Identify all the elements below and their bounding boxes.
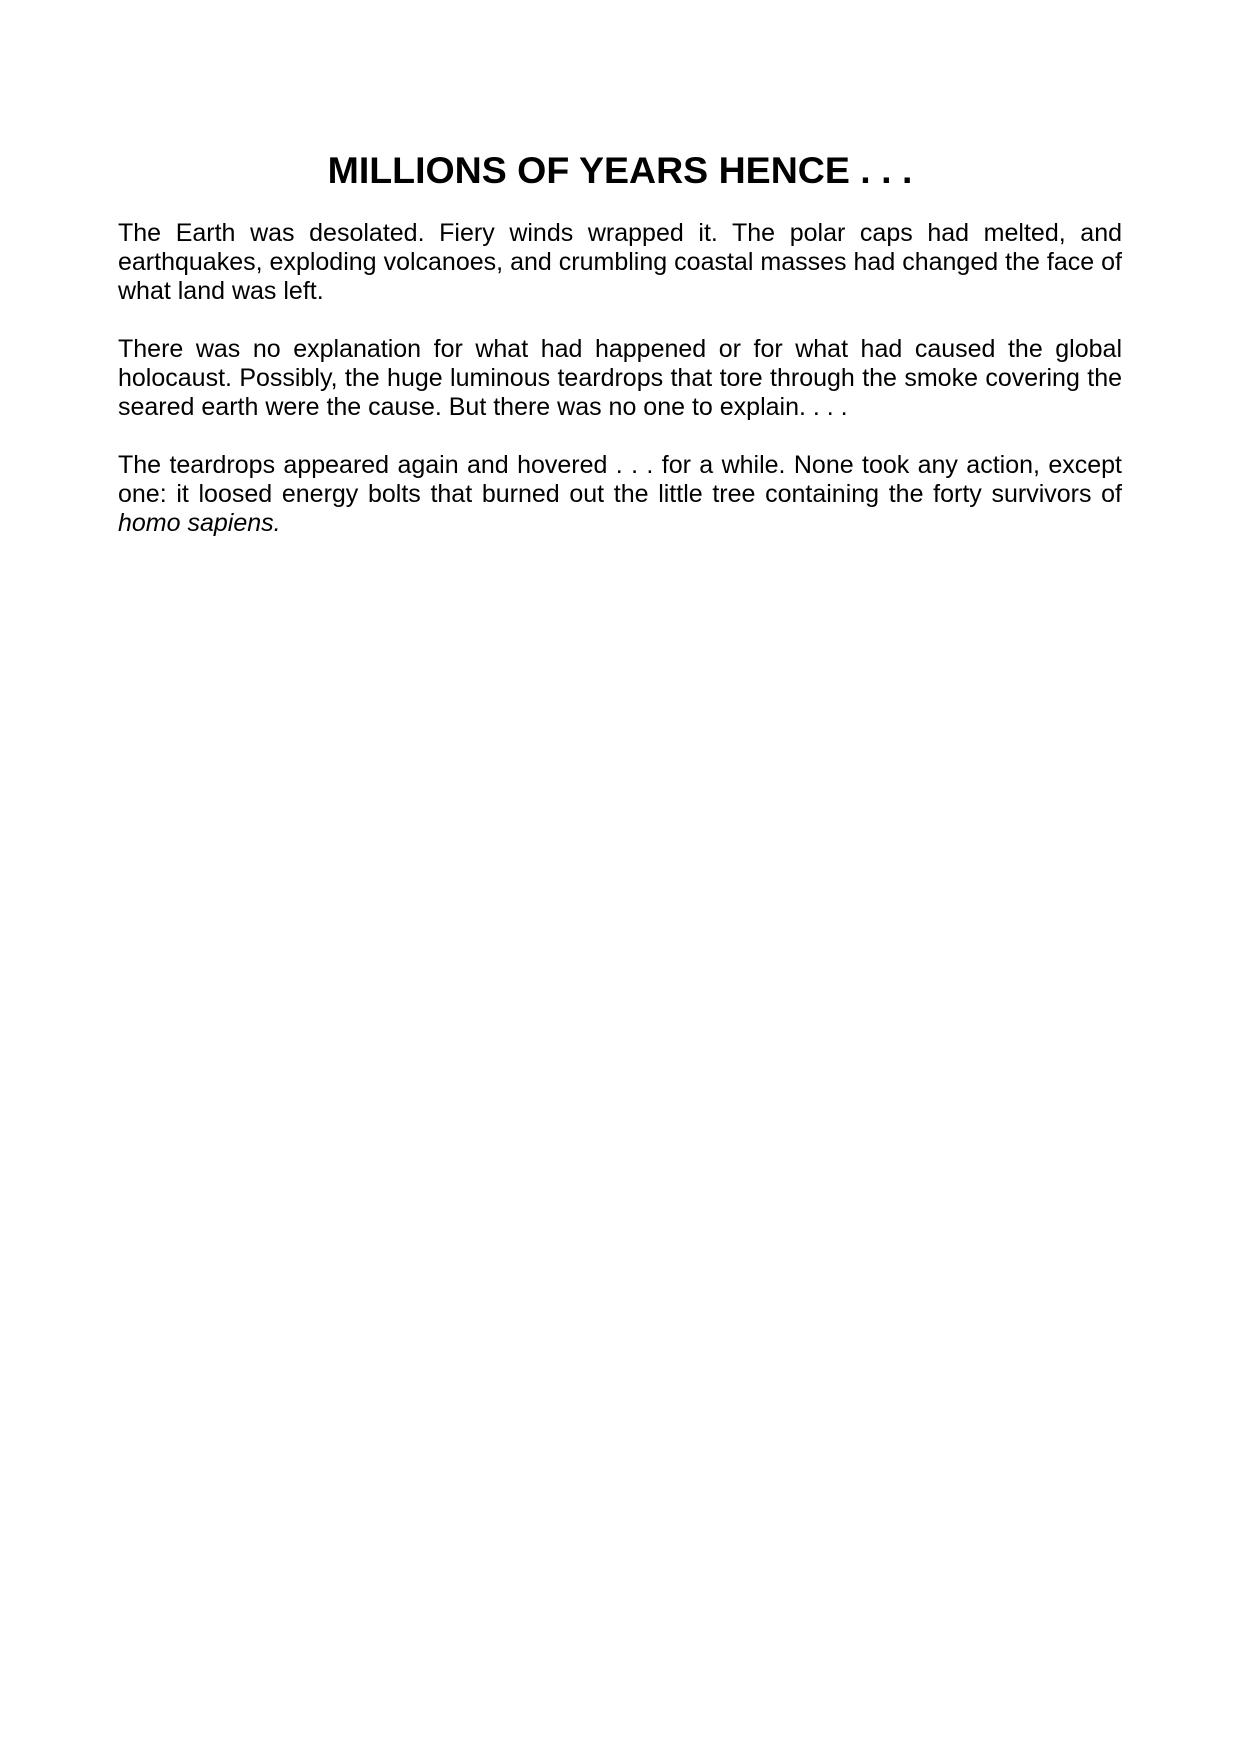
paragraph-3-italic-text: homo sapiens. bbox=[118, 509, 281, 538]
paragraph-1-text: The Earth was desolated. Fiery winds wrapped it. The polar caps had melted, and earthquakes, exploding volcanoes, and crumbling coastal masses had changed the face of what land was left. bbox=[118, 219, 1122, 306]
paragraph-2 bbox=[118, 335, 1122, 422]
paragraph-1 bbox=[118, 219, 1122, 306]
paragraph-3 bbox=[118, 451, 1122, 538]
paragraph-2-text: There was no explanation for what had happened or for what had caused the global holocaust. Possibly, the huge luminous teardrops that tore through the smoke covering the seared earth were the cause. But there was no one to explain. . . . bbox=[118, 335, 1122, 422]
document-title: MILLIONS OF YEARS HENCE . . . bbox=[327, 149, 913, 191]
paragraph-3-text: The teardrops appeared again and hovered . . . for a while. None took any action, except one: it loosed energy bolts that burned out the little tree containing the forty survivors of bbox=[118, 451, 1122, 509]
